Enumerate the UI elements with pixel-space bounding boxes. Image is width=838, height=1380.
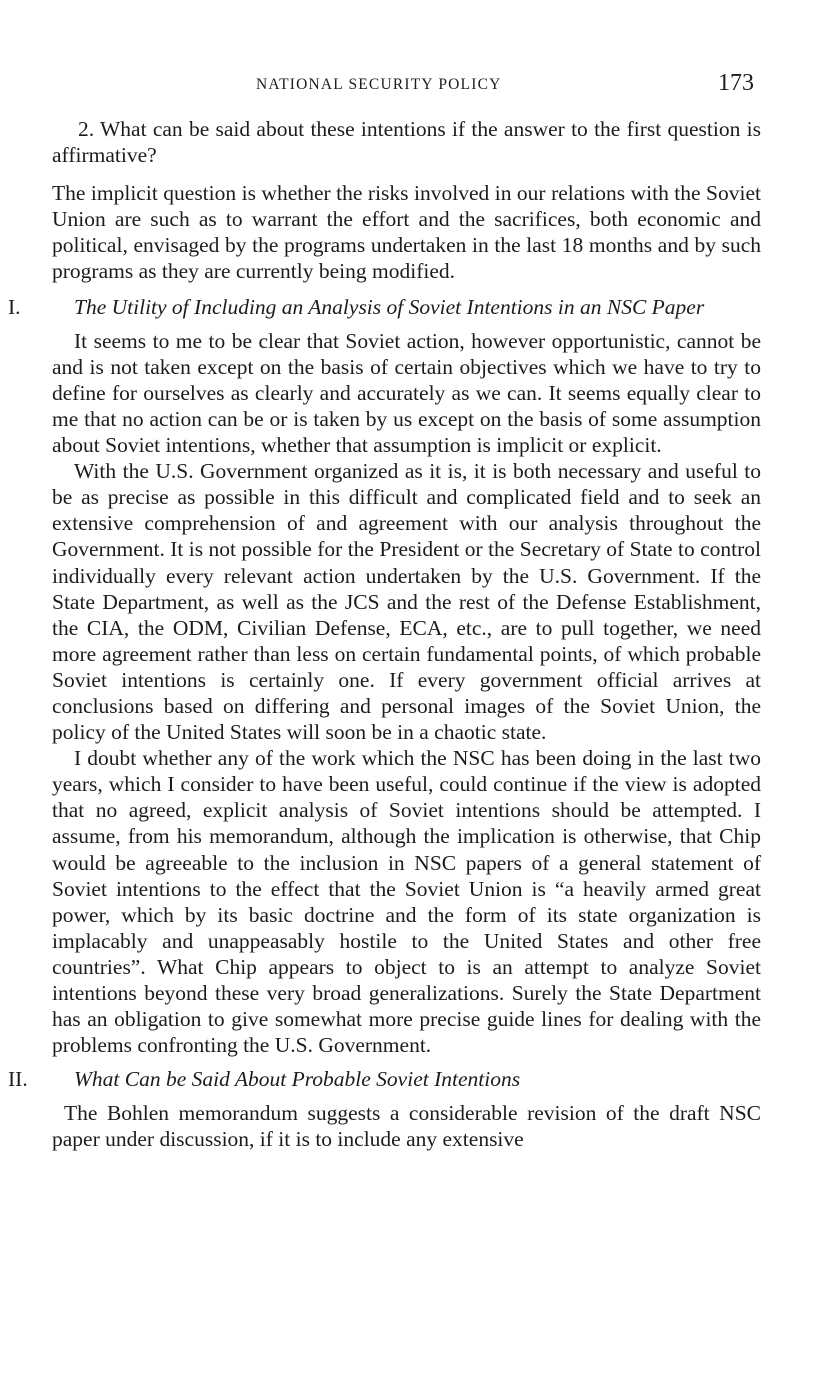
body-paragraph: It seems to me to be clear that Soviet action, however opportunistic, cannot be and is not taken except on the basis of certain objectives which we have to try to define for ourselves as clearly and accurately as we can. It seems equally clear to me that no action can be or is taken by us except on the basis of some assumption about Soviet intentions, whether that assumption is implicit or explicit.	[52, 328, 761, 458]
intro-paragraph: The implicit question is whether the risks involved in our relations with the Soviet Union are such as to warrant the effort and the sacrifices, both economic and political, envisaged by the programs undertaken in the last 18 months and by such programs as they are currently being modified.	[52, 181, 761, 284]
section-number: II.	[8, 1067, 28, 1092]
body-paragraph: I doubt whether any of the work which the NSC has been doing in the last two years, which I consider to have been useful, could continue if the view is adopted that no agreed, explicit analysis of Soviet intentions should be attempted. I assume, from his memorandum, although the implication is otherwise, that Chip would be agreeable to the inclusion in NSC papers of a general statement of Soviet intentions to the effect that the Soviet Union is “a heavily armed great power, which by its basic doctrine and the form of its state organization is implacably and unappeasably hostile to the United States and other free countries”. What Chip appears to object to is an attempt to analyze Soviet intentions beyond these very broad generalizations. Surely the State Department has an obligation to give somewhat more precise guide lines for dealing with the problems confronting the U.S. Government.	[52, 746, 761, 1058]
running-title: NATIONAL SECURITY POLICY	[256, 76, 502, 93]
section-title: What Can be Said About Probable Soviet Intentions	[74, 1067, 521, 1092]
body-paragraph: The Bohlen memorandum suggests a considerable revision of the draft NSC paper under discussion, if it is to include any extensive	[52, 1101, 761, 1152]
section-number: I.	[8, 294, 21, 319]
running-header	[0, 72, 838, 102]
page-number: 173	[718, 70, 754, 96]
section-heading-2	[8, 1066, 761, 1092]
body-text	[8, 116, 761, 1153]
question-paragraph: 2. What can be said about these intentions if the answer to the first question is affirmative?	[52, 117, 761, 168]
body-paragraph: With the U.S. Government organized as it is, it is both necessary and useful to be as precise as possible in this difficult and complicated field and to seek an extensive comprehension of and agreement with our analysis throughout the Government. It is not possible for the President or the Secretary of State to control individually every relevant action undertaken by the U.S. Government. If the State Department, as well as the JCS and the rest of the Defense Establishment, the CIA, the ODM, Civilian Defense, ECA, etc., are to pull together, we need more agreement rather than less on certain fundamental points, of which probable Soviet intentions is certainly one. If every government official arrives at conclusions based on differing and personal images of the Soviet Union, the policy of the United States will soon be in a chaotic state.	[52, 459, 761, 745]
section-heading-1	[8, 294, 761, 320]
section-title: The Utility of Including an Analysis of Soviet Intentions in an NSC Paper	[74, 294, 705, 319]
